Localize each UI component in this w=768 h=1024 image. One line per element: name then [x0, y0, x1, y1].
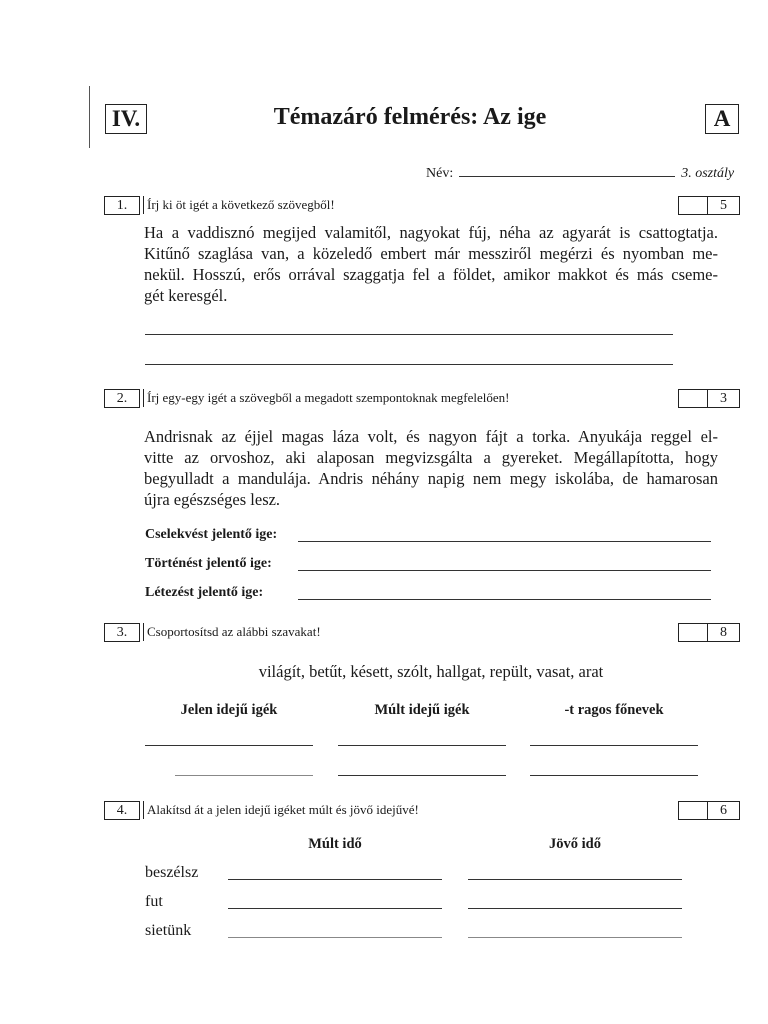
task-4-points: 6 [720, 802, 727, 818]
task-4-verb: beszélsz [145, 864, 199, 881]
task-1-text-line: Kitűnő szaglása van, a közeledő embert már messziről megérzi és nyomban me- [144, 244, 718, 263]
task-1-answer-line[interactable] [145, 364, 673, 365]
task-4-answer-line[interactable] [228, 908, 442, 909]
task-4-number: 4. [104, 801, 140, 820]
task-3-score-box [678, 623, 740, 642]
task-4-score-field[interactable] [679, 802, 708, 819]
task-3-column-nouns: -t ragos főnevek [564, 702, 664, 718]
task-2-answer-line[interactable] [298, 541, 711, 542]
task-3-answer-line[interactable] [338, 775, 506, 776]
task-1-text [144, 222, 718, 306]
task-2-text-line: Andrisnak az éjjel magas láza volt, és nagyon fájt a torka. Anyukája reggel el- [144, 427, 718, 446]
name-label: Név: [426, 166, 454, 181]
task-4-verb: fut [145, 893, 163, 910]
task-1-text-line: Ha a vaddisznó megijed valamitől, nagyokat fúj, néha az agyarát is csattogtatja. [144, 223, 718, 242]
task-4-column-future: Jövő idő [549, 836, 601, 852]
task-2-text [144, 426, 718, 510]
name-field [426, 163, 734, 182]
task-1-answer-line[interactable] [145, 334, 673, 335]
task-2-label-action: Cselekvést jelentő ige: [145, 527, 278, 542]
task-3-instruction: Csoportosítsd az alábbi szavakat! [143, 623, 321, 641]
task-4-score-box [678, 801, 740, 820]
task-3-answer-line[interactable] [338, 745, 506, 746]
task-1-score-field[interactable] [679, 197, 708, 214]
task-3-answer-line[interactable] [530, 745, 698, 746]
task-3-column-past: Múlt idejű igék [374, 702, 470, 718]
task-4-answer-line[interactable] [468, 879, 682, 880]
task-2-number: 2. [104, 389, 140, 408]
task-3-points: 8 [720, 624, 727, 640]
task-4-verb: sietünk [145, 922, 192, 939]
task-2-answer-line[interactable] [298, 570, 711, 571]
task-1-text-line: gét keresgél. [144, 286, 228, 305]
task-3-answer-line[interactable] [530, 775, 698, 776]
task-3-answer-line[interactable] [175, 775, 313, 776]
task-2-text-line: vitte az orvoshoz, aki alaposan megvizsgálta a gyereket. Megállapította, hogy [144, 448, 718, 467]
task-2-score-box [678, 389, 740, 408]
margin-rule [89, 86, 90, 148]
task-3-column-present: Jelen idejű igék [180, 702, 278, 718]
task-1-instruction: Írj ki öt igét a következő szövegből! [143, 196, 335, 214]
task-2-text-line: begyulladt a mandulája. Andris néhány napig nem megy iskolába, de hamarosan [144, 469, 718, 488]
task-3-answer-line[interactable] [145, 745, 313, 746]
task-2-answer-line[interactable] [298, 599, 711, 600]
task-4-answer-line[interactable] [228, 879, 442, 880]
task-4-answer-line[interactable] [468, 937, 682, 938]
task-4-instruction: Alakítsd át a jelen idejű igéket múlt és jövő idejűvé! [143, 801, 419, 819]
task-1-points: 5 [720, 197, 727, 213]
task-3-number: 3. [104, 623, 140, 642]
task-2-label-event: Történést jelentő ige: [145, 556, 272, 571]
task-1-score-box [678, 196, 740, 215]
variant-box: A [705, 104, 739, 134]
name-blank-line[interactable] [459, 163, 675, 177]
task-2-label-existence: Létezést jelentő ige: [145, 585, 264, 600]
grade-label: 3. osztály [681, 166, 735, 181]
task-4-answer-line[interactable] [228, 937, 442, 938]
task-4-answer-line[interactable] [468, 908, 682, 909]
task-2-instruction: Írj egy-egy igét a szövegből a megadott szempontoknak megfelelően! [143, 389, 509, 407]
task-3-score-field[interactable] [679, 624, 708, 641]
task-2-points: 3 [720, 390, 727, 406]
page-title: Témazáró felmérés: Az ige [273, 104, 547, 130]
task-4-column-past: Múlt idő [308, 836, 362, 852]
series-number-box: IV. [105, 104, 147, 134]
task-3-word-list: világít, betűt, késett, szólt, hallgat, repült, vasat, arat [258, 662, 604, 681]
task-1-text-line: nekül. Hosszú, erős orrával szaggatja fel a földet, amikor makkot és más cseme- [144, 265, 718, 284]
task-2-text-line: újra egészséges lesz. [144, 490, 281, 509]
task-2-score-field[interactable] [679, 390, 708, 407]
task-1-number: 1. [104, 196, 140, 215]
